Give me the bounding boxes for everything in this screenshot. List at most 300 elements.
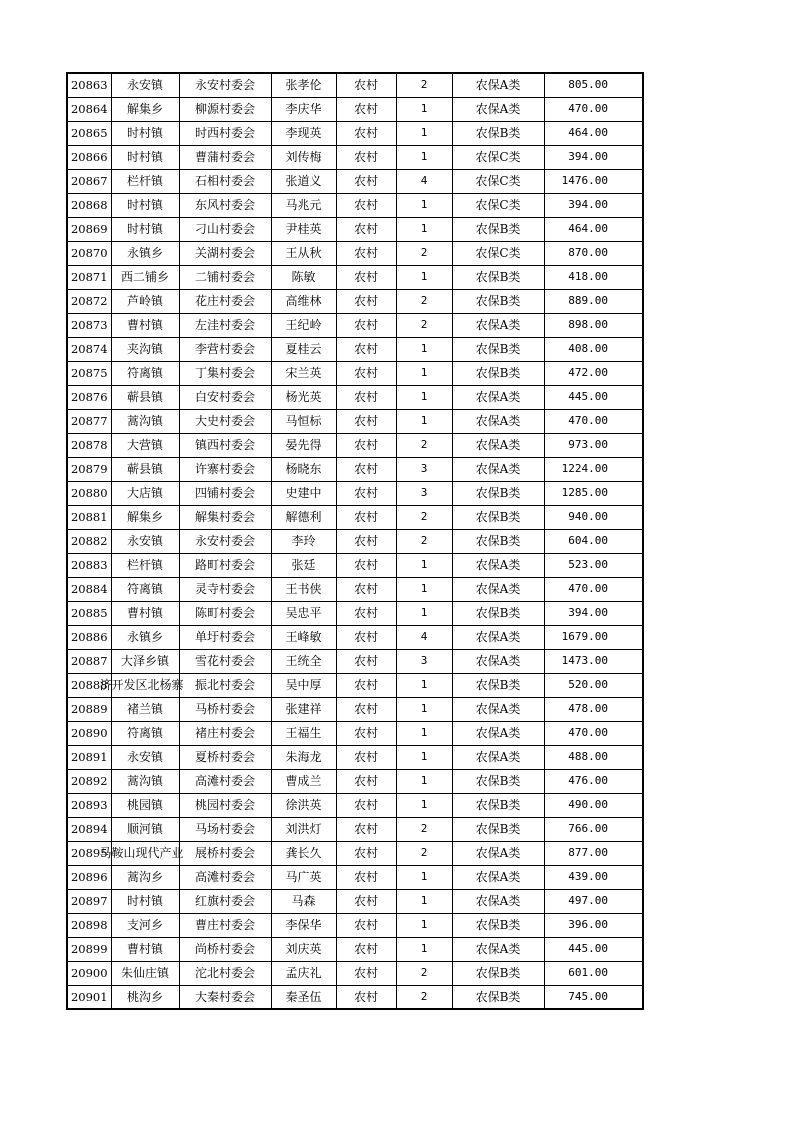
village-committee-cell: 单圩村委会 (179, 625, 271, 649)
village-committee-cell: 高滩村委会 (179, 769, 271, 793)
household-count-cell: 3 (396, 457, 452, 481)
household-count-cell: 4 (396, 169, 452, 193)
area-type-cell: 农村 (336, 145, 396, 169)
amount-cell: 470.00 (544, 577, 643, 601)
record-id-cell: 20873 (67, 313, 111, 337)
person-name-cell: 刘洪灯 (271, 817, 336, 841)
record-id-cell: 20886 (67, 625, 111, 649)
insurance-class-cell: 农保B类 (452, 361, 544, 385)
table-row (67, 889, 643, 913)
insurance-class-cell: 农保B类 (452, 673, 544, 697)
township-cell: 时村镇 (111, 889, 179, 913)
area-type-cell: 农村 (336, 721, 396, 745)
record-id-cell: 20869 (67, 217, 111, 241)
township-cell: 芦岭镇 (111, 289, 179, 313)
area-type-cell: 农村 (336, 361, 396, 385)
amount-cell: 418.00 (544, 265, 643, 289)
township-cell: 顺河镇 (111, 817, 179, 841)
household-count-cell: 1 (396, 217, 452, 241)
township-cell: 符离镇 (111, 577, 179, 601)
record-id-cell: 20877 (67, 409, 111, 433)
village-committee-cell: 永安村委会 (179, 73, 271, 97)
table-row (67, 529, 643, 553)
township-cell: 符离镇 (111, 721, 179, 745)
record-id-cell: 20898 (67, 913, 111, 937)
household-count-cell: 1 (396, 337, 452, 361)
area-type-cell: 农村 (336, 865, 396, 889)
record-id-cell: 20867 (67, 169, 111, 193)
table-row (67, 289, 643, 313)
record-id-cell: 20878 (67, 433, 111, 457)
insurance-class-cell: 农保B类 (452, 289, 544, 313)
insurance-class-cell: 农保B类 (452, 265, 544, 289)
village-committee-cell: 柳源村委会 (179, 97, 271, 121)
record-id-cell: 20879 (67, 457, 111, 481)
table-row (67, 337, 643, 361)
person-name-cell: 晏先得 (271, 433, 336, 457)
township-cell: 永安镇 (111, 529, 179, 553)
amount-cell: 464.00 (544, 217, 643, 241)
area-type-cell: 农村 (336, 481, 396, 505)
household-count-cell: 1 (396, 697, 452, 721)
household-count-cell: 1 (396, 385, 452, 409)
record-id-cell: 20864 (67, 97, 111, 121)
table-row (67, 553, 643, 577)
amount-cell: 877.00 (544, 841, 643, 865)
amount-cell: 940.00 (544, 505, 643, 529)
village-committee-cell: 桃园村委会 (179, 793, 271, 817)
amount-cell: 604.00 (544, 529, 643, 553)
insurance-class-cell: 农保A类 (452, 409, 544, 433)
record-id-cell: 20880 (67, 481, 111, 505)
table-row (67, 841, 643, 865)
table-row (67, 265, 643, 289)
household-count-cell: 1 (396, 409, 452, 433)
table-row (67, 505, 643, 529)
household-count-cell: 1 (396, 601, 452, 625)
village-committee-cell: 左洼村委会 (179, 313, 271, 337)
township-cell: 褚兰镇 (111, 697, 179, 721)
table-row (67, 169, 643, 193)
table-body (67, 73, 643, 1009)
village-committee-cell: 曹庄村委会 (179, 913, 271, 937)
table-row (67, 817, 643, 841)
amount-cell: 445.00 (544, 937, 643, 961)
record-id-cell: 20900 (67, 961, 111, 985)
amount-cell: 408.00 (544, 337, 643, 361)
record-id-cell: 20882 (67, 529, 111, 553)
table-row (67, 793, 643, 817)
township-cell: 时村镇 (111, 217, 179, 241)
household-count-cell: 3 (396, 481, 452, 505)
person-name-cell: 刘庆英 (271, 937, 336, 961)
record-id-cell: 20897 (67, 889, 111, 913)
amount-cell: 766.00 (544, 817, 643, 841)
household-count-cell: 2 (396, 241, 452, 265)
household-count-cell: 1 (396, 865, 452, 889)
village-committee-cell: 花庄村委会 (179, 289, 271, 313)
person-name-cell: 朱海龙 (271, 745, 336, 769)
village-committee-cell: 大史村委会 (179, 409, 271, 433)
household-count-cell: 2 (396, 985, 452, 1009)
township-cell: 济开发区北杨寨 (111, 673, 179, 697)
area-type-cell: 农村 (336, 505, 396, 529)
insurance-class-cell: 农保B类 (452, 769, 544, 793)
insurance-class-cell: 农保A类 (452, 553, 544, 577)
household-count-cell: 3 (396, 649, 452, 673)
person-name-cell: 杨光英 (271, 385, 336, 409)
amount-cell: 1285.00 (544, 481, 643, 505)
table-row (67, 313, 643, 337)
person-name-cell: 解德利 (271, 505, 336, 529)
record-id-cell: 20894 (67, 817, 111, 841)
area-type-cell: 农村 (336, 793, 396, 817)
table-row (67, 937, 643, 961)
township-cell: 大店镇 (111, 481, 179, 505)
table-row (67, 121, 643, 145)
amount-cell: 439.00 (544, 865, 643, 889)
insurance-class-cell: 农保B类 (452, 793, 544, 817)
area-type-cell: 农村 (336, 457, 396, 481)
person-name-cell: 王峰敏 (271, 625, 336, 649)
household-count-cell: 2 (396, 313, 452, 337)
table-row (67, 601, 643, 625)
table-row (67, 985, 643, 1009)
area-type-cell: 农村 (336, 241, 396, 265)
area-type-cell: 农村 (336, 409, 396, 433)
person-name-cell: 李现英 (271, 121, 336, 145)
person-name-cell: 吴忠平 (271, 601, 336, 625)
village-committee-cell: 丁集村委会 (179, 361, 271, 385)
village-committee-cell: 灵寺村委会 (179, 577, 271, 601)
village-committee-cell: 白安村委会 (179, 385, 271, 409)
village-committee-cell: 路町村委会 (179, 553, 271, 577)
record-id-cell: 20863 (67, 73, 111, 97)
township-cell: 永镇乡 (111, 241, 179, 265)
table-row (67, 625, 643, 649)
household-count-cell: 2 (396, 289, 452, 313)
township-cell: 时村镇 (111, 193, 179, 217)
area-type-cell: 农村 (336, 769, 396, 793)
insurance-class-cell: 农保C类 (452, 169, 544, 193)
insurance-class-cell: 农保A类 (452, 433, 544, 457)
record-id-cell: 20872 (67, 289, 111, 313)
household-count-cell: 1 (396, 745, 452, 769)
insurance-class-cell: 农保A类 (452, 385, 544, 409)
household-count-cell: 1 (396, 361, 452, 385)
area-type-cell: 农村 (336, 385, 396, 409)
village-committee-cell: 东风村委会 (179, 193, 271, 217)
village-committee-cell: 大秦村委会 (179, 985, 271, 1009)
table-row (67, 769, 643, 793)
township-cell: 栏杆镇 (111, 553, 179, 577)
insurance-class-cell: 农保A类 (452, 697, 544, 721)
township-cell: 桃园镇 (111, 793, 179, 817)
insurance-class-cell: 农保A类 (452, 889, 544, 913)
record-id-cell: 20901 (67, 985, 111, 1009)
insurance-class-cell: 农保A类 (452, 97, 544, 121)
village-committee-cell: 镇西村委会 (179, 433, 271, 457)
village-committee-cell: 雪花村委会 (179, 649, 271, 673)
township-cell: 解集乡 (111, 505, 179, 529)
township-cell: 永安镇 (111, 73, 179, 97)
person-name-cell: 杨晓东 (271, 457, 336, 481)
township-cell: 蕲县镇 (111, 457, 179, 481)
table-row (67, 241, 643, 265)
record-id-cell: 20885 (67, 601, 111, 625)
record-id-cell: 20887 (67, 649, 111, 673)
amount-cell: 488.00 (544, 745, 643, 769)
amount-cell: 973.00 (544, 433, 643, 457)
household-count-cell: 2 (396, 73, 452, 97)
village-committee-cell: 振北村委会 (179, 673, 271, 697)
record-id-cell: 20893 (67, 793, 111, 817)
township-cell: 曹村镇 (111, 937, 179, 961)
table-row (67, 577, 643, 601)
township-cell: 马鞍山现代产业 (111, 841, 179, 865)
area-type-cell: 农村 (336, 97, 396, 121)
insurance-class-cell: 农保A类 (452, 937, 544, 961)
person-name-cell: 马广英 (271, 865, 336, 889)
amount-cell: 1224.00 (544, 457, 643, 481)
record-id-cell: 20888 (67, 673, 111, 697)
village-committee-cell: 刁山村委会 (179, 217, 271, 241)
person-name-cell: 陈敏 (271, 265, 336, 289)
area-type-cell: 农村 (336, 193, 396, 217)
village-committee-cell: 二铺村委会 (179, 265, 271, 289)
record-id-cell: 20899 (67, 937, 111, 961)
person-name-cell: 张孝伦 (271, 73, 336, 97)
amount-cell: 445.00 (544, 385, 643, 409)
insurance-class-cell: 农保A类 (452, 313, 544, 337)
person-name-cell: 龚长久 (271, 841, 336, 865)
insurance-class-cell: 农保C类 (452, 193, 544, 217)
household-count-cell: 1 (396, 145, 452, 169)
insurance-class-cell: 农保A类 (452, 73, 544, 97)
household-count-cell: 1 (396, 121, 452, 145)
record-id-cell: 20868 (67, 193, 111, 217)
insurance-class-cell: 农保A类 (452, 625, 544, 649)
township-cell: 时村镇 (111, 145, 179, 169)
amount-cell: 472.00 (544, 361, 643, 385)
person-name-cell: 张建祥 (271, 697, 336, 721)
township-cell: 蕲县镇 (111, 385, 179, 409)
record-id-cell: 20896 (67, 865, 111, 889)
amount-cell: 520.00 (544, 673, 643, 697)
insurance-class-cell: 农保A类 (452, 721, 544, 745)
amount-cell: 478.00 (544, 697, 643, 721)
amount-cell: 805.00 (544, 73, 643, 97)
village-committee-cell: 陈町村委会 (179, 601, 271, 625)
insurance-class-cell: 农保B类 (452, 985, 544, 1009)
household-count-cell: 1 (396, 769, 452, 793)
amount-cell: 898.00 (544, 313, 643, 337)
person-name-cell: 王福生 (271, 721, 336, 745)
area-type-cell: 农村 (336, 601, 396, 625)
insurance-class-cell: 农保B类 (452, 505, 544, 529)
table-row (67, 145, 643, 169)
household-count-cell: 2 (396, 433, 452, 457)
household-count-cell: 1 (396, 577, 452, 601)
area-type-cell: 农村 (336, 553, 396, 577)
table-row (67, 673, 643, 697)
insurance-class-cell: 农保A类 (452, 577, 544, 601)
household-count-cell: 1 (396, 721, 452, 745)
data-table (66, 72, 644, 1010)
village-committee-cell: 马场村委会 (179, 817, 271, 841)
household-count-cell: 1 (396, 913, 452, 937)
township-cell: 支河乡 (111, 913, 179, 937)
household-count-cell: 2 (396, 529, 452, 553)
table-row (67, 409, 643, 433)
person-name-cell: 张廷 (271, 553, 336, 577)
village-committee-cell: 马桥村委会 (179, 697, 271, 721)
area-type-cell: 农村 (336, 577, 396, 601)
township-cell: 桃沟乡 (111, 985, 179, 1009)
insurance-class-cell: 农保A类 (452, 865, 544, 889)
township-cell: 曹村镇 (111, 313, 179, 337)
area-type-cell: 农村 (336, 169, 396, 193)
record-id-cell: 20883 (67, 553, 111, 577)
township-cell: 永镇乡 (111, 625, 179, 649)
amount-cell: 1679.00 (544, 625, 643, 649)
household-count-cell: 1 (396, 97, 452, 121)
amount-cell: 1476.00 (544, 169, 643, 193)
person-name-cell: 王纪岭 (271, 313, 336, 337)
person-name-cell: 尹桂英 (271, 217, 336, 241)
record-id-cell: 20881 (67, 505, 111, 529)
area-type-cell: 农村 (336, 649, 396, 673)
insurance-class-cell: 农保B类 (452, 121, 544, 145)
insurance-class-cell: 农保A类 (452, 841, 544, 865)
area-type-cell: 农村 (336, 433, 396, 457)
township-cell: 夹沟镇 (111, 337, 179, 361)
amount-cell: 394.00 (544, 145, 643, 169)
person-name-cell: 李玲 (271, 529, 336, 553)
household-count-cell: 2 (396, 817, 452, 841)
area-type-cell: 农村 (336, 529, 396, 553)
table-row (67, 961, 643, 985)
amount-cell: 490.00 (544, 793, 643, 817)
table-row (67, 697, 643, 721)
person-name-cell: 宋兰英 (271, 361, 336, 385)
township-cell: 栏杆镇 (111, 169, 179, 193)
amount-cell: 396.00 (544, 913, 643, 937)
person-name-cell: 李庆华 (271, 97, 336, 121)
table-row (67, 745, 643, 769)
table-row (67, 193, 643, 217)
amount-cell: 476.00 (544, 769, 643, 793)
village-committee-cell: 褚庄村委会 (179, 721, 271, 745)
township-cell: 西二铺乡 (111, 265, 179, 289)
area-type-cell: 农村 (336, 913, 396, 937)
amount-cell: 497.00 (544, 889, 643, 913)
area-type-cell: 农村 (336, 217, 396, 241)
person-name-cell: 徐洪英 (271, 793, 336, 817)
township-cell: 蒿沟镇 (111, 409, 179, 433)
record-id-cell: 20890 (67, 721, 111, 745)
village-committee-cell: 李营村委会 (179, 337, 271, 361)
amount-cell: 889.00 (544, 289, 643, 313)
village-committee-cell: 永安村委会 (179, 529, 271, 553)
person-name-cell: 王从秋 (271, 241, 336, 265)
person-name-cell: 夏桂云 (271, 337, 336, 361)
area-type-cell: 农村 (336, 985, 396, 1009)
amount-cell: 601.00 (544, 961, 643, 985)
area-type-cell: 农村 (336, 121, 396, 145)
insurance-class-cell: 农保A类 (452, 457, 544, 481)
household-count-cell: 1 (396, 193, 452, 217)
household-count-cell: 1 (396, 553, 452, 577)
insurance-class-cell: 农保C类 (452, 145, 544, 169)
area-type-cell: 农村 (336, 841, 396, 865)
household-count-cell: 1 (396, 673, 452, 697)
insurance-class-cell: 农保A类 (452, 745, 544, 769)
insurance-class-cell: 农保B类 (452, 337, 544, 361)
amount-cell: 394.00 (544, 601, 643, 625)
record-id-cell: 20884 (67, 577, 111, 601)
area-type-cell: 农村 (336, 625, 396, 649)
area-type-cell: 农村 (336, 337, 396, 361)
area-type-cell: 农村 (336, 289, 396, 313)
table-row (67, 73, 643, 97)
township-cell: 大营镇 (111, 433, 179, 457)
area-type-cell: 农村 (336, 313, 396, 337)
area-type-cell: 农村 (336, 961, 396, 985)
insurance-class-cell: 农保B类 (452, 601, 544, 625)
village-committee-cell: 夏桥村委会 (179, 745, 271, 769)
village-committee-cell: 石相村委会 (179, 169, 271, 193)
township-cell: 时村镇 (111, 121, 179, 145)
household-count-cell: 1 (396, 793, 452, 817)
record-id-cell: 20876 (67, 385, 111, 409)
person-name-cell: 曹成兰 (271, 769, 336, 793)
village-committee-cell: 四铺村委会 (179, 481, 271, 505)
area-type-cell: 农村 (336, 673, 396, 697)
township-cell: 蒿沟乡 (111, 865, 179, 889)
table-row (67, 457, 643, 481)
amount-cell: 470.00 (544, 721, 643, 745)
insurance-class-cell: 农保B类 (452, 529, 544, 553)
amount-cell: 523.00 (544, 553, 643, 577)
amount-cell: 470.00 (544, 409, 643, 433)
record-id-cell: 20870 (67, 241, 111, 265)
village-committee-cell: 许寨村委会 (179, 457, 271, 481)
township-cell: 朱仙庄镇 (111, 961, 179, 985)
table-row (67, 217, 643, 241)
record-id-cell: 20889 (67, 697, 111, 721)
person-name-cell: 孟庆礼 (271, 961, 336, 985)
area-type-cell: 农村 (336, 745, 396, 769)
village-committee-cell: 关湖村委会 (179, 241, 271, 265)
household-count-cell: 1 (396, 889, 452, 913)
amount-cell: 470.00 (544, 97, 643, 121)
household-count-cell: 2 (396, 505, 452, 529)
insurance-class-cell: 农保B类 (452, 961, 544, 985)
household-count-cell: 2 (396, 961, 452, 985)
table-row (67, 721, 643, 745)
person-name-cell: 史建中 (271, 481, 336, 505)
person-name-cell: 刘传梅 (271, 145, 336, 169)
insurance-class-cell: 农保B类 (452, 217, 544, 241)
table-row (67, 361, 643, 385)
record-id-cell: 20895 (67, 841, 111, 865)
area-type-cell: 农村 (336, 817, 396, 841)
area-type-cell: 农村 (336, 265, 396, 289)
person-name-cell: 张道义 (271, 169, 336, 193)
insurance-class-cell: 农保B类 (452, 481, 544, 505)
area-type-cell: 农村 (336, 937, 396, 961)
